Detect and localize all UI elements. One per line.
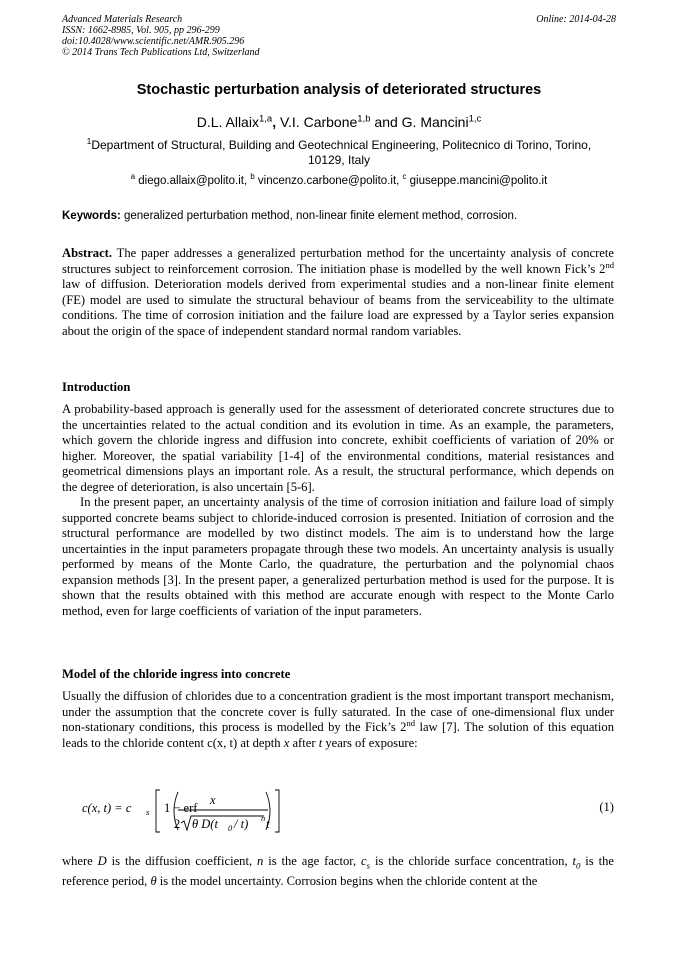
abstract	[62, 246, 614, 339]
equation-explanation	[62, 854, 614, 890]
doi-line: doi:10.4028/www.scientific.net/AMR.905.296	[62, 36, 245, 47]
section-heading-model: Model of the chloride ingress into concrete	[62, 667, 291, 681]
model-text-cont3: years of exposure:	[322, 735, 418, 750]
eq-left-bracket	[156, 790, 160, 832]
expl-text: where	[62, 854, 98, 868]
introduction-section	[62, 402, 614, 619]
abstract-text: The paper addresses a generalized perturbation method for the uncertainty analysis of concrete structures subject to reinforcement corrosion. The initiation phase is modelled by the well known Fick’s 2	[62, 246, 614, 276]
var-n: n	[257, 854, 264, 868]
eq-den-rest: / t)	[234, 817, 249, 831]
email-b-marker: b	[250, 172, 255, 182]
eq-right-bracket	[275, 790, 279, 832]
model-text: Usually the diffusion of chlorides due to a concentration gradient is the most important transport mechanism, under the assumption that the concrete cover is fully saturated. In the case of one-dimensional flux under non-stationary conditions, this process is modelled by the Fick’s 2	[62, 689, 614, 734]
eq-den-sub: 0	[228, 823, 233, 833]
online-date: Online: 2014-04-28	[536, 14, 616, 25]
var-x: x	[283, 735, 290, 750]
expl-text-f: is the model uncertainty. Corrosion begins when the chloride content at the	[156, 874, 538, 889]
keywords	[62, 210, 616, 222]
expl-text-e: is the reference period,	[62, 854, 614, 889]
model-text-cont: law [7]. The solution of this equation leads to the chloride content c(x, t) at depth	[62, 720, 615, 750]
author-1: D.L. Allaix	[196, 114, 259, 130]
email-a: diego.allaix@polito.it,	[135, 175, 251, 187]
author-2-affil: 1,b	[357, 113, 371, 125]
abstract-sup: nd	[605, 259, 614, 270]
eq-den-t: t	[266, 817, 270, 831]
copyright-line: © 2014 Trans Tech Publications Ltd, Switzerland	[62, 47, 260, 58]
eq-lhs: c(x, t) = c	[82, 801, 132, 815]
affiliation	[70, 138, 608, 168]
expl-text-d: is the chloride surface concentration,	[370, 854, 573, 868]
var-theta: θ	[150, 874, 157, 889]
affiliation-number: 1	[86, 137, 92, 146]
var-t: t	[318, 735, 323, 750]
equation-number: (1)	[599, 800, 614, 814]
eq-one-minus: 1 − erf	[164, 801, 198, 815]
author-separator-and: and	[370, 114, 402, 130]
abstract-text-cont: law of diffusion. Deterioration models derived from experimental studies and a non-linear finite element (FE) model are used to simulate the structural behaviour of beams from the serviceability to the ultimate conditions. The time of corrosion initiation and the failure load are expressed by a Taylor series expansion about the origin of the space of independent standard normal random variables.	[62, 277, 614, 338]
eq-numerator: x	[210, 793, 216, 807]
journal-name: Advanced Materials Research	[62, 14, 183, 25]
author-3: G. Mancini	[401, 114, 469, 130]
expl-text-b: is the diffusion coefficient,	[106, 854, 258, 868]
author-1-affil: 1,a	[258, 113, 273, 125]
author-3-affil: 1,c	[468, 113, 482, 125]
model-text-cont2: after	[289, 735, 319, 750]
journal-header	[62, 14, 260, 58]
var-t0-sub: 0	[576, 860, 581, 871]
author-2: V.I. Carbone	[279, 114, 358, 130]
abstract-label: Abstract.	[62, 246, 113, 260]
author-separator: ,	[272, 114, 280, 130]
email-b: vincenzo.carbone@polito.it,	[254, 175, 403, 187]
model-sup: nd	[406, 717, 416, 728]
email-c: giuseppe.mancini@polito.it	[406, 175, 548, 187]
eq-den-body: θ D(t	[192, 817, 218, 831]
model-paragraph	[62, 689, 614, 751]
var-D: D	[97, 854, 107, 868]
intro-paragraph-2: In the present paper, an uncertainty analysis of the time of corrosion initiation and failure load of simply supported concrete beams subject to chloride-induced corrosion is presented. Initiation of corrosion and the structural performance are modelled by two distinct models. The aim is to understand how the large uncertainties in the input parameters propagate through these two models. An uncertainty analysis is usually performed by means of the Monte Carlo, the quadrature, the perturbation and the polynomial chaos expansion methods [3]. In the present paper, a generalized perturbation method is used for the purpose. It is shown that the results obtained with this method are accurate enough with respect to the Monte Carlo method, even for large coefficients of variation of the input parameters.	[62, 495, 614, 618]
issn-line: ISSN: 1662-8985, Vol. 905, pp 296-299	[62, 25, 220, 36]
section-heading-introduction: Introduction	[62, 380, 131, 394]
eq-den-two: 2	[174, 817, 181, 831]
var-cs-sub: s	[366, 860, 371, 871]
keywords-text: generalized perturbation method, non-linear finite element method, corrosion.	[120, 210, 518, 222]
var-cs: c	[361, 854, 367, 868]
author-emails	[62, 172, 616, 187]
author-list	[62, 114, 616, 130]
email-a-marker: a	[130, 172, 136, 182]
equation-1	[80, 786, 620, 834]
eq-den-exp: n	[261, 813, 266, 823]
paper-title: Stochastic perturbation analysis of deteriorated structures	[136, 82, 542, 98]
var-t0: t	[572, 854, 577, 868]
affiliation-text: Department of Structural, Building and Geotechnical Engineering, Politecnico di Torino, Torino, 10129, Italy	[91, 138, 592, 167]
email-c-marker: c	[402, 172, 407, 182]
eq-lhs-sub: s	[146, 807, 150, 817]
intro-paragraph-1: A probability-based approach is generally used for the assessment of deteriorated concrete structures due to the uncertainties related to the actual condition and its evolution in time. As an example, the parameters, which govern the chloride ingress and diffusion into concrete, exhibit coefficients of variation of 20% or higher. Moreover, the spatial variability [1-4] of the environmental conditions, material resistances and geometrical dimensions plays an important role. As a result, the structural performance, which depends on the degree of deterioration, is also uncertain [5-6].	[62, 402, 614, 494]
expl-text-c: is the age factor,	[263, 854, 362, 868]
keywords-label: Keywords:	[62, 210, 121, 222]
